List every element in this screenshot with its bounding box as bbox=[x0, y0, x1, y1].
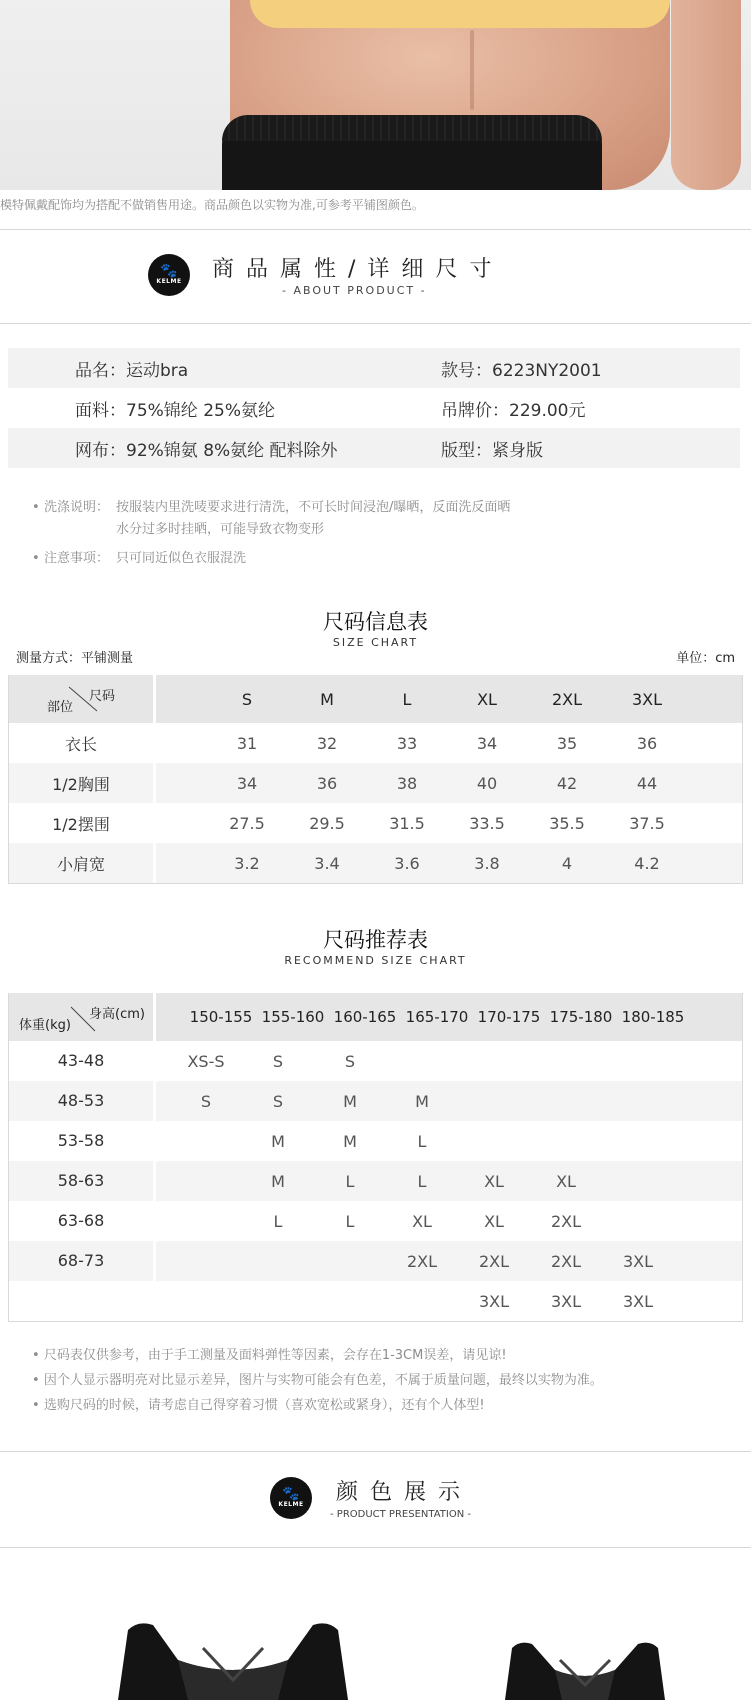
product-image-front bbox=[108, 1620, 358, 1700]
table-row bbox=[9, 1201, 742, 1241]
recommended-size: S bbox=[344, 1051, 356, 1071]
height-header-cell: 180-185 bbox=[621, 1008, 685, 1026]
recommended-size: 2XL bbox=[550, 1211, 582, 1231]
recommended-size: M bbox=[343, 1091, 357, 1111]
divider bbox=[0, 1451, 751, 1452]
unit-label: 单位：cm bbox=[676, 651, 735, 666]
brand-logo: 🐾 KELME bbox=[148, 254, 190, 296]
size-header-cell: M bbox=[320, 689, 334, 709]
table-cell: 36 bbox=[636, 733, 658, 753]
table-row bbox=[9, 723, 742, 763]
weight-range: 48-53 bbox=[57, 1091, 105, 1110]
table-cell: 27.5 bbox=[229, 813, 265, 833]
table-note: • 选购尺码的时候，请考虑自己得穿着习惯（喜欢宽松或紧身），还有个人体型! bbox=[32, 1398, 485, 1413]
table-cell: 3.2 bbox=[234, 853, 260, 873]
recommended-size: 2XL bbox=[406, 1251, 438, 1271]
paw-icon: 🐾 bbox=[160, 263, 178, 279]
table-header-row bbox=[9, 675, 742, 723]
recommended-size: XL bbox=[484, 1211, 504, 1231]
recommended-size: M bbox=[271, 1131, 285, 1151]
recommend-chart-subtitle: RECOMMEND SIZE CHART bbox=[284, 954, 467, 967]
recommended-size: XL bbox=[556, 1171, 576, 1191]
table-note: • 因个人显示器明亮对比显示差异，图片与实物可能会有色差，不属于质量问题，最终以实物为准。 bbox=[32, 1373, 603, 1388]
recommended-size: L bbox=[417, 1171, 427, 1191]
table-cell: 3.8 bbox=[474, 853, 500, 873]
table-row bbox=[9, 803, 742, 843]
recommended-size: 3XL bbox=[550, 1291, 582, 1311]
height-header-cell: 170-175 bbox=[477, 1008, 541, 1026]
measurement-name: 1/2胸围 bbox=[52, 774, 110, 794]
model-photo bbox=[0, 0, 751, 190]
table-cell: 32 bbox=[316, 733, 338, 753]
table-cell: 33 bbox=[396, 733, 418, 753]
size-header-cell: L bbox=[402, 689, 412, 709]
paw-icon: 🐾 bbox=[282, 1486, 300, 1502]
recommended-size: L bbox=[273, 1211, 283, 1231]
photo-disclaimer: 模特佩戴配饰均为搭配不做销售用途。商品颜色以实物为准,可参考平铺图颜色。 bbox=[0, 198, 424, 212]
height-header-cell: 175-180 bbox=[549, 1008, 613, 1026]
table-cell: 34 bbox=[476, 733, 498, 753]
table-cell: 37.5 bbox=[629, 813, 665, 833]
height-header-cell: 165-170 bbox=[405, 1008, 469, 1026]
recommended-size: XL bbox=[484, 1171, 504, 1191]
table-cell: 3.6 bbox=[394, 853, 420, 873]
recommended-size: S bbox=[200, 1091, 212, 1111]
recommended-size: M bbox=[343, 1131, 357, 1151]
table-cell: 35.5 bbox=[549, 813, 585, 833]
recommend-chart-title: 尺码推荐表 bbox=[323, 928, 428, 952]
measure-method: 测量方式：平铺测量 bbox=[16, 651, 134, 666]
weight-range: 68-73 bbox=[57, 1251, 105, 1270]
weight-range bbox=[9, 1281, 153, 1321]
brand-logo: 🐾 KELME bbox=[270, 1477, 312, 1519]
table-cell: 44 bbox=[636, 773, 658, 793]
table-cell: 31 bbox=[236, 733, 258, 753]
table-cell: 3.4 bbox=[314, 853, 340, 873]
measurement-name: 小肩宽 bbox=[56, 854, 105, 874]
table-cell: 4 bbox=[561, 853, 573, 873]
size-header-cell: 3XL bbox=[631, 689, 663, 709]
table-row bbox=[9, 843, 742, 883]
attributes-title: 商品属性/详细尺寸 bbox=[212, 257, 504, 282]
recommended-size: M bbox=[271, 1171, 285, 1191]
table-cell: 42 bbox=[556, 773, 578, 793]
recommended-size: M bbox=[415, 1091, 429, 1111]
size-chart-subtitle: SIZE CHART bbox=[332, 636, 419, 649]
size-header-cell: XL bbox=[477, 689, 497, 709]
table-row bbox=[9, 1081, 742, 1121]
height-header-cell: 160-165 bbox=[333, 1008, 397, 1026]
recommended-size: S bbox=[272, 1091, 284, 1111]
recommend-chart-table bbox=[8, 993, 743, 1322]
table-cell: 38 bbox=[396, 773, 418, 793]
weight-range: 63-68 bbox=[57, 1211, 105, 1230]
attributes-subtitle: - ABOUT PRODUCT - bbox=[282, 284, 427, 297]
weight-range: 58-63 bbox=[57, 1171, 105, 1190]
recommended-size: 3XL bbox=[478, 1291, 510, 1311]
attribute-row: 面料：75%锦纶 25%氨纶 吊牌价：229.00元 bbox=[75, 400, 586, 421]
table-cell: 35 bbox=[556, 733, 578, 753]
recommended-size: 2XL bbox=[550, 1251, 582, 1271]
table-cell: 4.2 bbox=[634, 853, 660, 873]
weight-range: 43-48 bbox=[57, 1051, 105, 1070]
size-chart-table bbox=[8, 675, 743, 884]
recommended-size: 3XL bbox=[622, 1251, 654, 1271]
table-header-row bbox=[9, 993, 742, 1041]
color-header bbox=[0, 1467, 751, 1527]
attribute-row: 网布：92%锦氨 8%氨纶 配料除外 版型：紧身版 bbox=[8, 428, 740, 468]
size-header-cell: 2XL bbox=[551, 689, 583, 709]
divider bbox=[0, 323, 751, 324]
product-image-back bbox=[500, 1640, 670, 1700]
table-row bbox=[9, 1281, 742, 1321]
size-chart-title: 尺码信息表 bbox=[323, 610, 428, 634]
attributes-table bbox=[8, 348, 740, 468]
table-row bbox=[9, 1121, 742, 1161]
measurement-name: 1/2摆围 bbox=[52, 814, 110, 834]
divider bbox=[0, 229, 751, 230]
color-subtitle: - PRODUCT PRESENTATION - bbox=[330, 1509, 471, 1520]
attribute-row: 品名：运动bra 款号：6223NY2001 bbox=[8, 348, 740, 388]
table-row bbox=[9, 1041, 742, 1081]
recommended-size: XL bbox=[412, 1211, 432, 1231]
recommended-size: 3XL bbox=[622, 1291, 654, 1311]
table-cell: 34 bbox=[236, 773, 258, 793]
corner-cell: 尺码 部位 bbox=[47, 689, 115, 715]
table-row bbox=[9, 1241, 742, 1281]
measurement-name: 衣长 bbox=[64, 734, 97, 754]
table-note: • 尺码表仅供参考，由于手工测量及面料弹性等因素，会存在1-3CM误差，请见谅! bbox=[32, 1348, 507, 1363]
color-title: 颜色展示 bbox=[336, 1480, 473, 1505]
attributes-header bbox=[0, 244, 751, 304]
recommended-size: L bbox=[345, 1211, 355, 1231]
recommended-size: XS-S bbox=[187, 1051, 225, 1071]
table-cell: 29.5 bbox=[309, 813, 345, 833]
height-header-cell: 150-155 bbox=[189, 1008, 253, 1026]
corner-cell: 身高(cm) 体重(kg) bbox=[19, 1007, 145, 1033]
weight-range: 53-58 bbox=[57, 1131, 105, 1150]
divider bbox=[0, 1547, 751, 1548]
table-row bbox=[9, 763, 742, 803]
table-cell: 40 bbox=[476, 773, 498, 793]
size-header-cell: S bbox=[241, 689, 253, 709]
height-header-cell: 155-160 bbox=[261, 1008, 325, 1026]
table-cell: 33.5 bbox=[469, 813, 505, 833]
recommended-size: L bbox=[345, 1171, 355, 1191]
recommended-size: S bbox=[272, 1051, 284, 1071]
table-cell: 36 bbox=[316, 773, 338, 793]
recommended-size: 2XL bbox=[478, 1251, 510, 1271]
recommended-size: L bbox=[417, 1131, 427, 1151]
table-row bbox=[9, 1161, 742, 1201]
table-cell: 31.5 bbox=[389, 813, 425, 833]
